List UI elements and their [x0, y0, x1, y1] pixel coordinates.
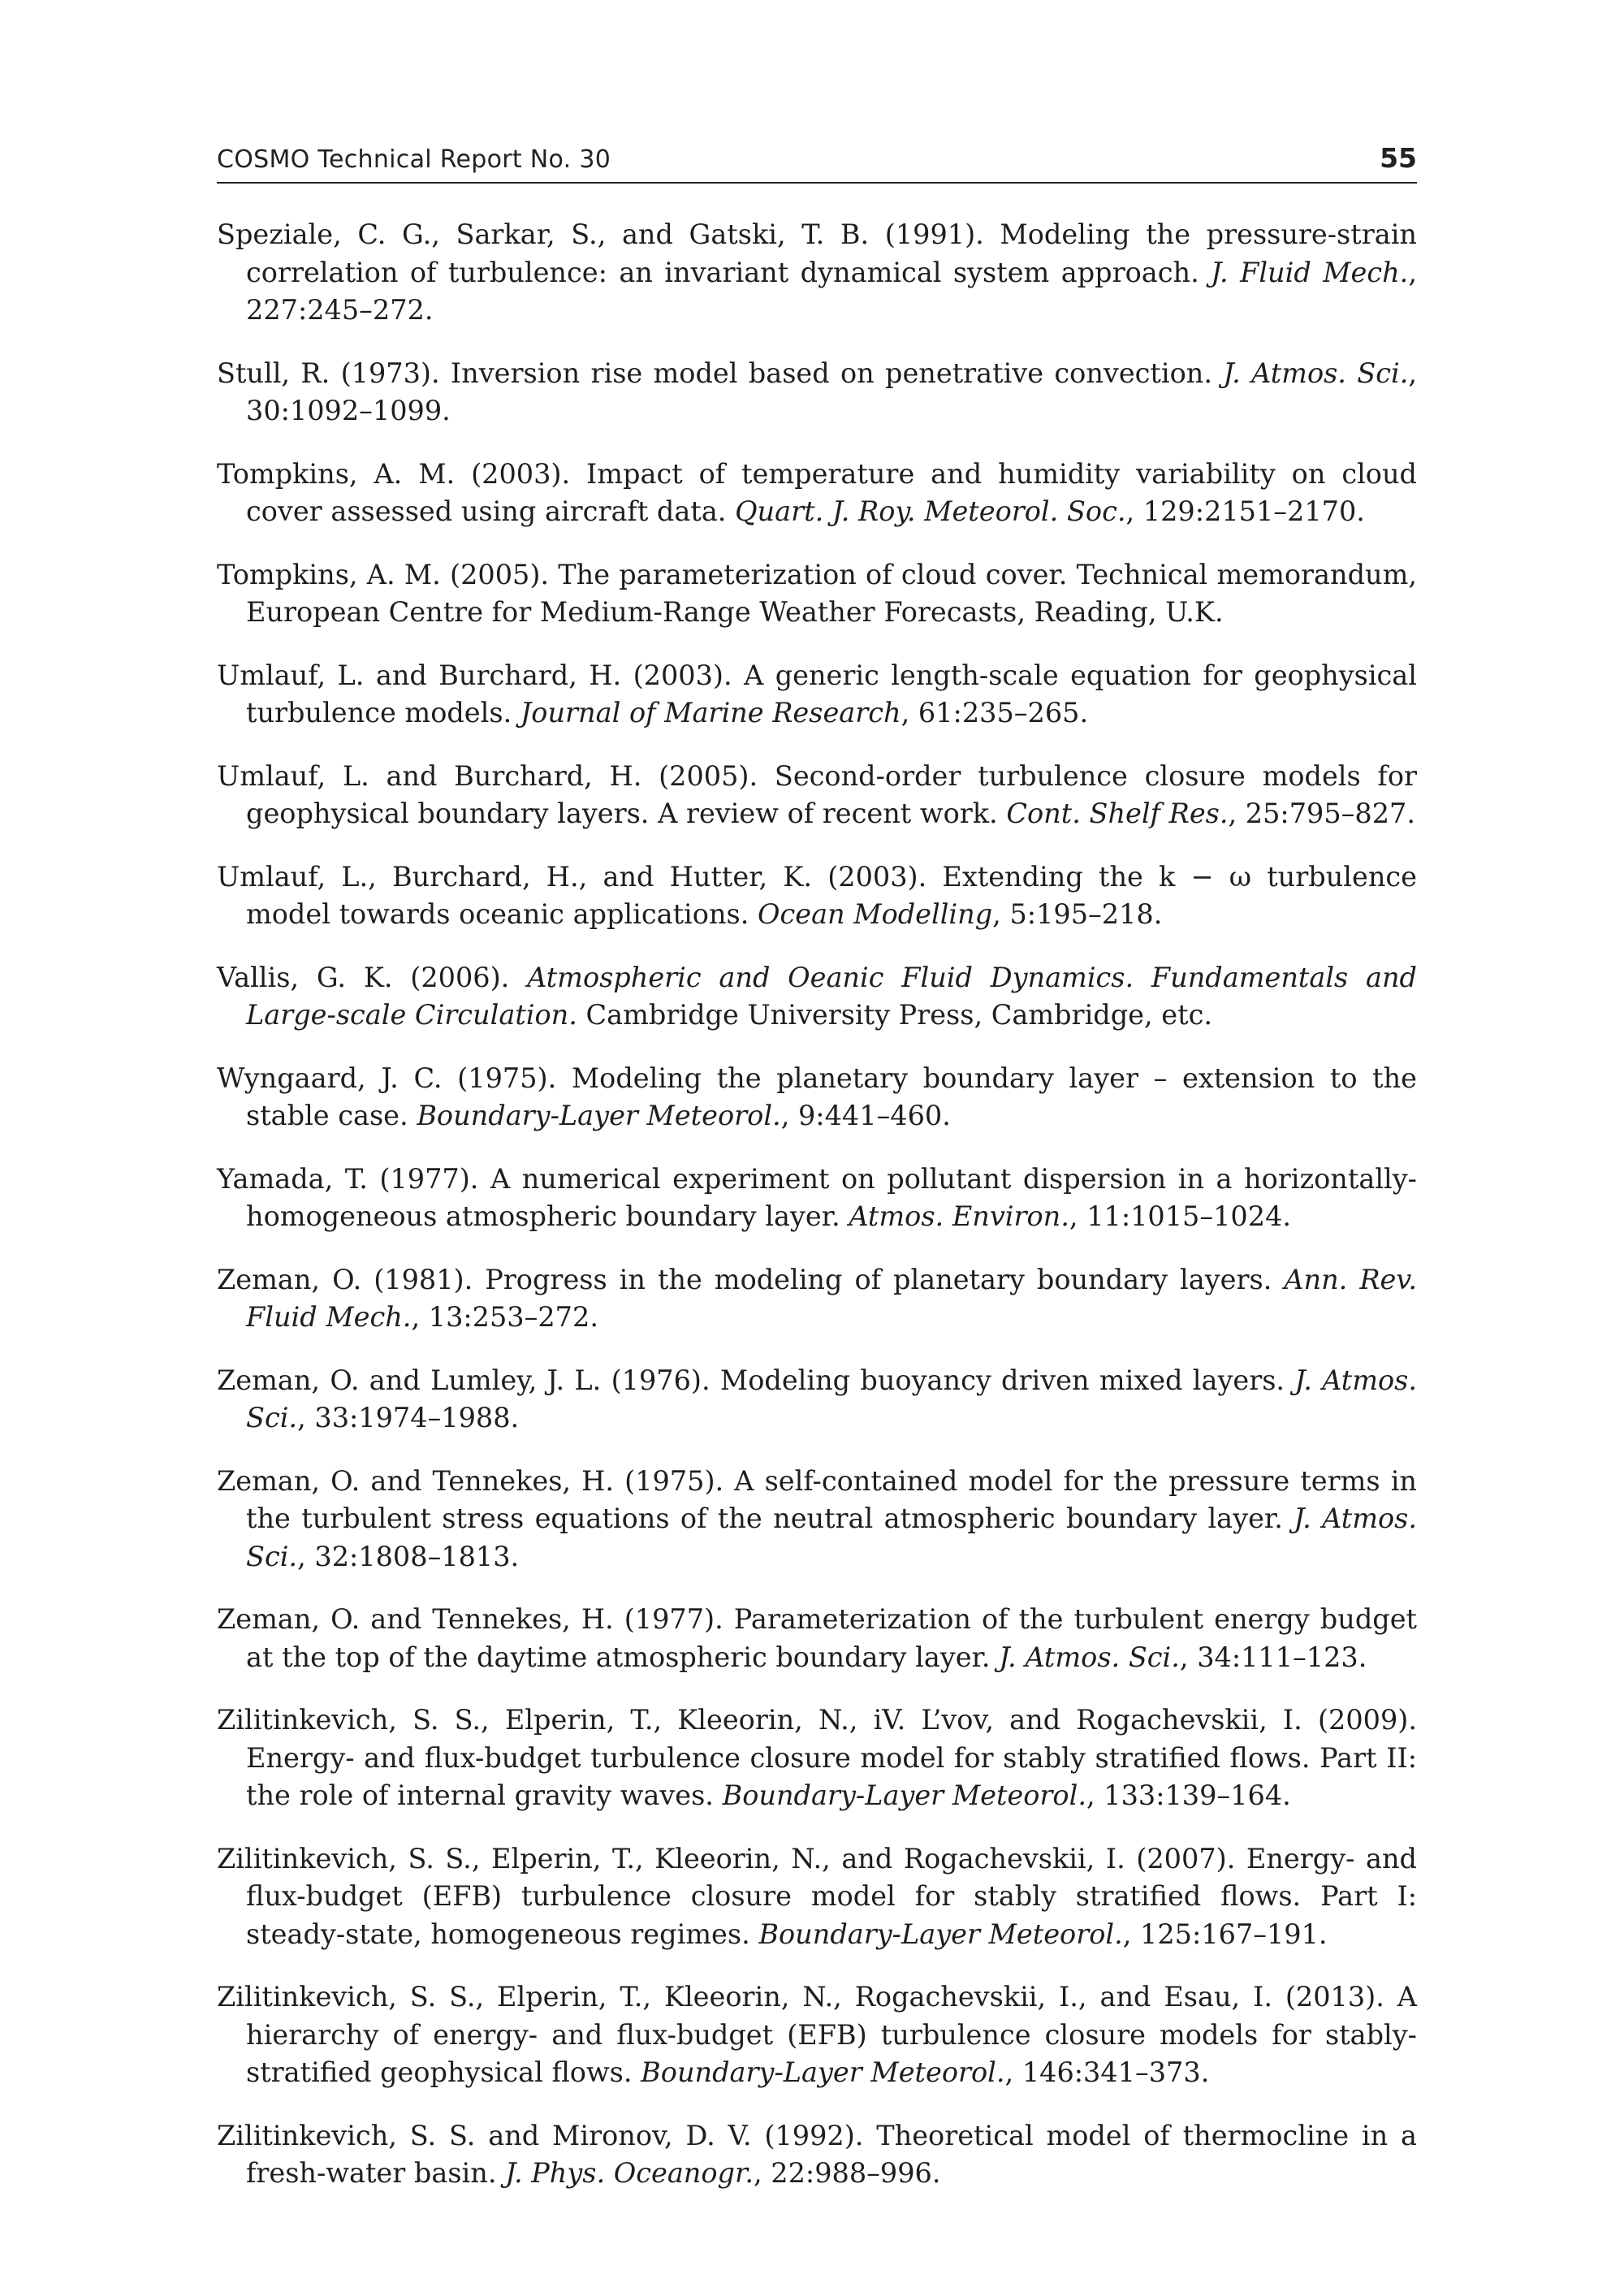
reference-details: , 129:2151–2170. — [1125, 495, 1365, 527]
reference-item — [217, 1978, 1417, 2092]
reference-item — [217, 216, 1417, 330]
reference-text: Zilitinkevich, S. S., Elperin, T., Kleeorin, N., and Rogachevskii, I. (2007). Energy- and flux-budget (EFB) turbulence closure model for stably stratified flows. Part I: steady-state, homogeneous regimes. — [217, 1842, 1417, 1950]
reference-list — [217, 216, 1417, 2218]
reference-venue: Boundary-Layer Meteorol. — [722, 1779, 1086, 1811]
reference-details: , 13:253–272. — [411, 1301, 598, 1333]
reference-venue: Cont. Shelf Res. — [1006, 798, 1229, 829]
reference-text: Tompkins, A. M. (2005). The parameterization of cloud cover. Technical memorandum, European Centre for Medium-Range Weather Forecasts, Reading, U.K. — [217, 558, 1417, 628]
reference-text: Umlauf, L., Burchard, H., and Hutter, K. (2003). Extending the k − ω turbulence model towards oceanic applications. — [217, 860, 1417, 930]
reference-venue: J. Atmos. Sci. — [1223, 357, 1409, 389]
reference-venue: J. Phys. Oceanogr. — [505, 2157, 754, 2189]
reference-venue: Boundary-Layer Meteorol. — [417, 1100, 781, 1131]
reference-item — [217, 556, 1417, 632]
reference-venue: Atmospheric and Oeanic Fluid Dynamics. Fundamentals and Large-scale Circulation. — [246, 961, 1417, 1031]
reference-text: Wyngaard, J. C. (1975). Modeling the planetary boundary layer – extension to the stable case. — [217, 1062, 1417, 1131]
reference-details: , 133:139–164. — [1086, 1779, 1291, 1811]
reference-text: Stull, R. (1973). Inversion rise model based on penetrative convection. — [217, 357, 1224, 389]
reference-details: , 125:167–191. — [1122, 1918, 1328, 1950]
page-number: 55 — [1380, 142, 1417, 174]
reference-item — [217, 858, 1417, 934]
reference-venue: J. Atmos. Sci. — [246, 1503, 1417, 1572]
reference-venue: J. Atmos. Sci. — [999, 1641, 1180, 1673]
reference-text: Zeman, O. and Lumley, J. L. (1976). Modeling buoyancy driven mixed layers. — [217, 1364, 1295, 1396]
reference-item — [217, 456, 1417, 531]
reference-details: , 34:111–123. — [1179, 1641, 1367, 1673]
running-header — [217, 140, 1417, 184]
reference-item — [217, 2117, 1417, 2193]
reference-details: , 22:988–996. — [753, 2157, 941, 2189]
reference-details: , 227:245–272. — [246, 256, 1417, 326]
reference-item — [217, 657, 1417, 733]
reference-text: Zilitinkevich, S. S., Elperin, T., Kleeorin, N., iV. L’vov, and Rogachevskii, I. (2009). Energy- and flux-budget turbulence closure model for stably stratified flows. Part II: the role of internal gravity waves. — [217, 1704, 1417, 1811]
reference-venue: Atmos. Environ. — [849, 1200, 1069, 1232]
reference-item — [217, 1261, 1417, 1337]
reference-text: Vallis, G. K. (2006). — [217, 961, 528, 993]
reference-item — [217, 959, 1417, 1035]
reference-details: , 11:1015–1024. — [1069, 1200, 1292, 1232]
reference-text: Zilitinkevich, S. S., Elperin, T., Kleeorin, N., Rogachevskii, I., and Esau, I. (2013). A hierarchy of energy- and flux-budget (EFB) turbulence closure models for stably-stratified geophysical flows. — [217, 1981, 1417, 2088]
reference-text: Zeman, O. (1981). Progress in the modeling of planetary boundary layers. — [217, 1263, 1285, 1295]
reference-venue: Quart. J. Roy. Meteorol. Soc. — [735, 495, 1126, 527]
reference-item — [217, 1060, 1417, 1135]
reference-item — [217, 1161, 1417, 1236]
reference-details: , 9:441–460. — [780, 1100, 951, 1131]
reference-details: , 25:795–827. — [1228, 798, 1415, 829]
reference-details: , 5:195–218. — [992, 898, 1163, 930]
reference-item — [217, 1840, 1417, 1954]
reference-item — [217, 758, 1417, 833]
reference-text: Tompkins, A. M. (2003). Impact of temperature and humidity variability on cloud cover assessed using aircraft data. — [217, 457, 1417, 527]
reference-details: , 33:1974–1988. — [297, 1402, 520, 1433]
reference-venue: Journal of Marine Research — [520, 697, 901, 729]
reference-text: Speziale, C. G., Sarkar, S., and Gatski, T. B. (1991). Modeling the pressure-strain correlation of turbulence: an invariant dynamical system approach. — [217, 218, 1417, 288]
reference-text: Umlauf, L. and Burchard, H. (2005). Second-order turbulence closure models for geophysical boundary layers. A review of recent work. — [217, 759, 1417, 829]
reference-item — [217, 1601, 1417, 1676]
report-title: COSMO Technical Report No. 30 — [217, 145, 611, 174]
reference-details: , 30:1092–1099. — [246, 357, 1417, 426]
reference-venue: J. Fluid Mech. — [1211, 256, 1409, 288]
reference-text: Yamada, T. (1977). A numerical experiment on pollutant dispersion in a horizontally-homogeneous atmospheric boundary layer. — [217, 1162, 1417, 1232]
reference-details: Cambridge University Press, Cambridge, etc. — [577, 999, 1212, 1031]
reference-venue: Boundary-Layer Meteorol. — [758, 1918, 1123, 1950]
reference-text: Zilitinkevich, S. S. and Mironov, D. V. (1992). Theoretical model of thermocline in a fresh-water basin. — [217, 2119, 1417, 2189]
reference-venue: Ocean Modelling — [758, 898, 993, 930]
reference-item — [217, 355, 1417, 430]
reference-item — [217, 1701, 1417, 1815]
reference-text: Zeman, O. and Tennekes, H. (1977). Parameterization of the turbulent energy budget at the top of the daytime atmospheric boundary layer. — [217, 1603, 1417, 1673]
reference-text: Zeman, O. and Tennekes, H. (1975). A self-contained model for the pressure terms in the turbulent stress equations of the neutral atmospheric boundary layer. — [217, 1464, 1417, 1534]
reference-venue: Boundary-Layer Meteorol. — [641, 2056, 1005, 2088]
reference-venue: Ann. Rev. Fluid Mech. — [246, 1263, 1417, 1333]
reference-text: Umlauf, L. and Burchard, H. (2003). A generic length-scale equation for geophysical turbulence models. — [217, 659, 1417, 729]
reference-item — [217, 1463, 1417, 1576]
reference-details: , 146:341–373. — [1004, 2056, 1210, 2088]
reference-venue: J. Atmos. Sci. — [246, 1364, 1417, 1433]
reference-details: , 61:235–265. — [901, 697, 1089, 729]
reference-details: , 32:1808–1813. — [297, 1540, 520, 1572]
reference-item — [217, 1362, 1417, 1438]
